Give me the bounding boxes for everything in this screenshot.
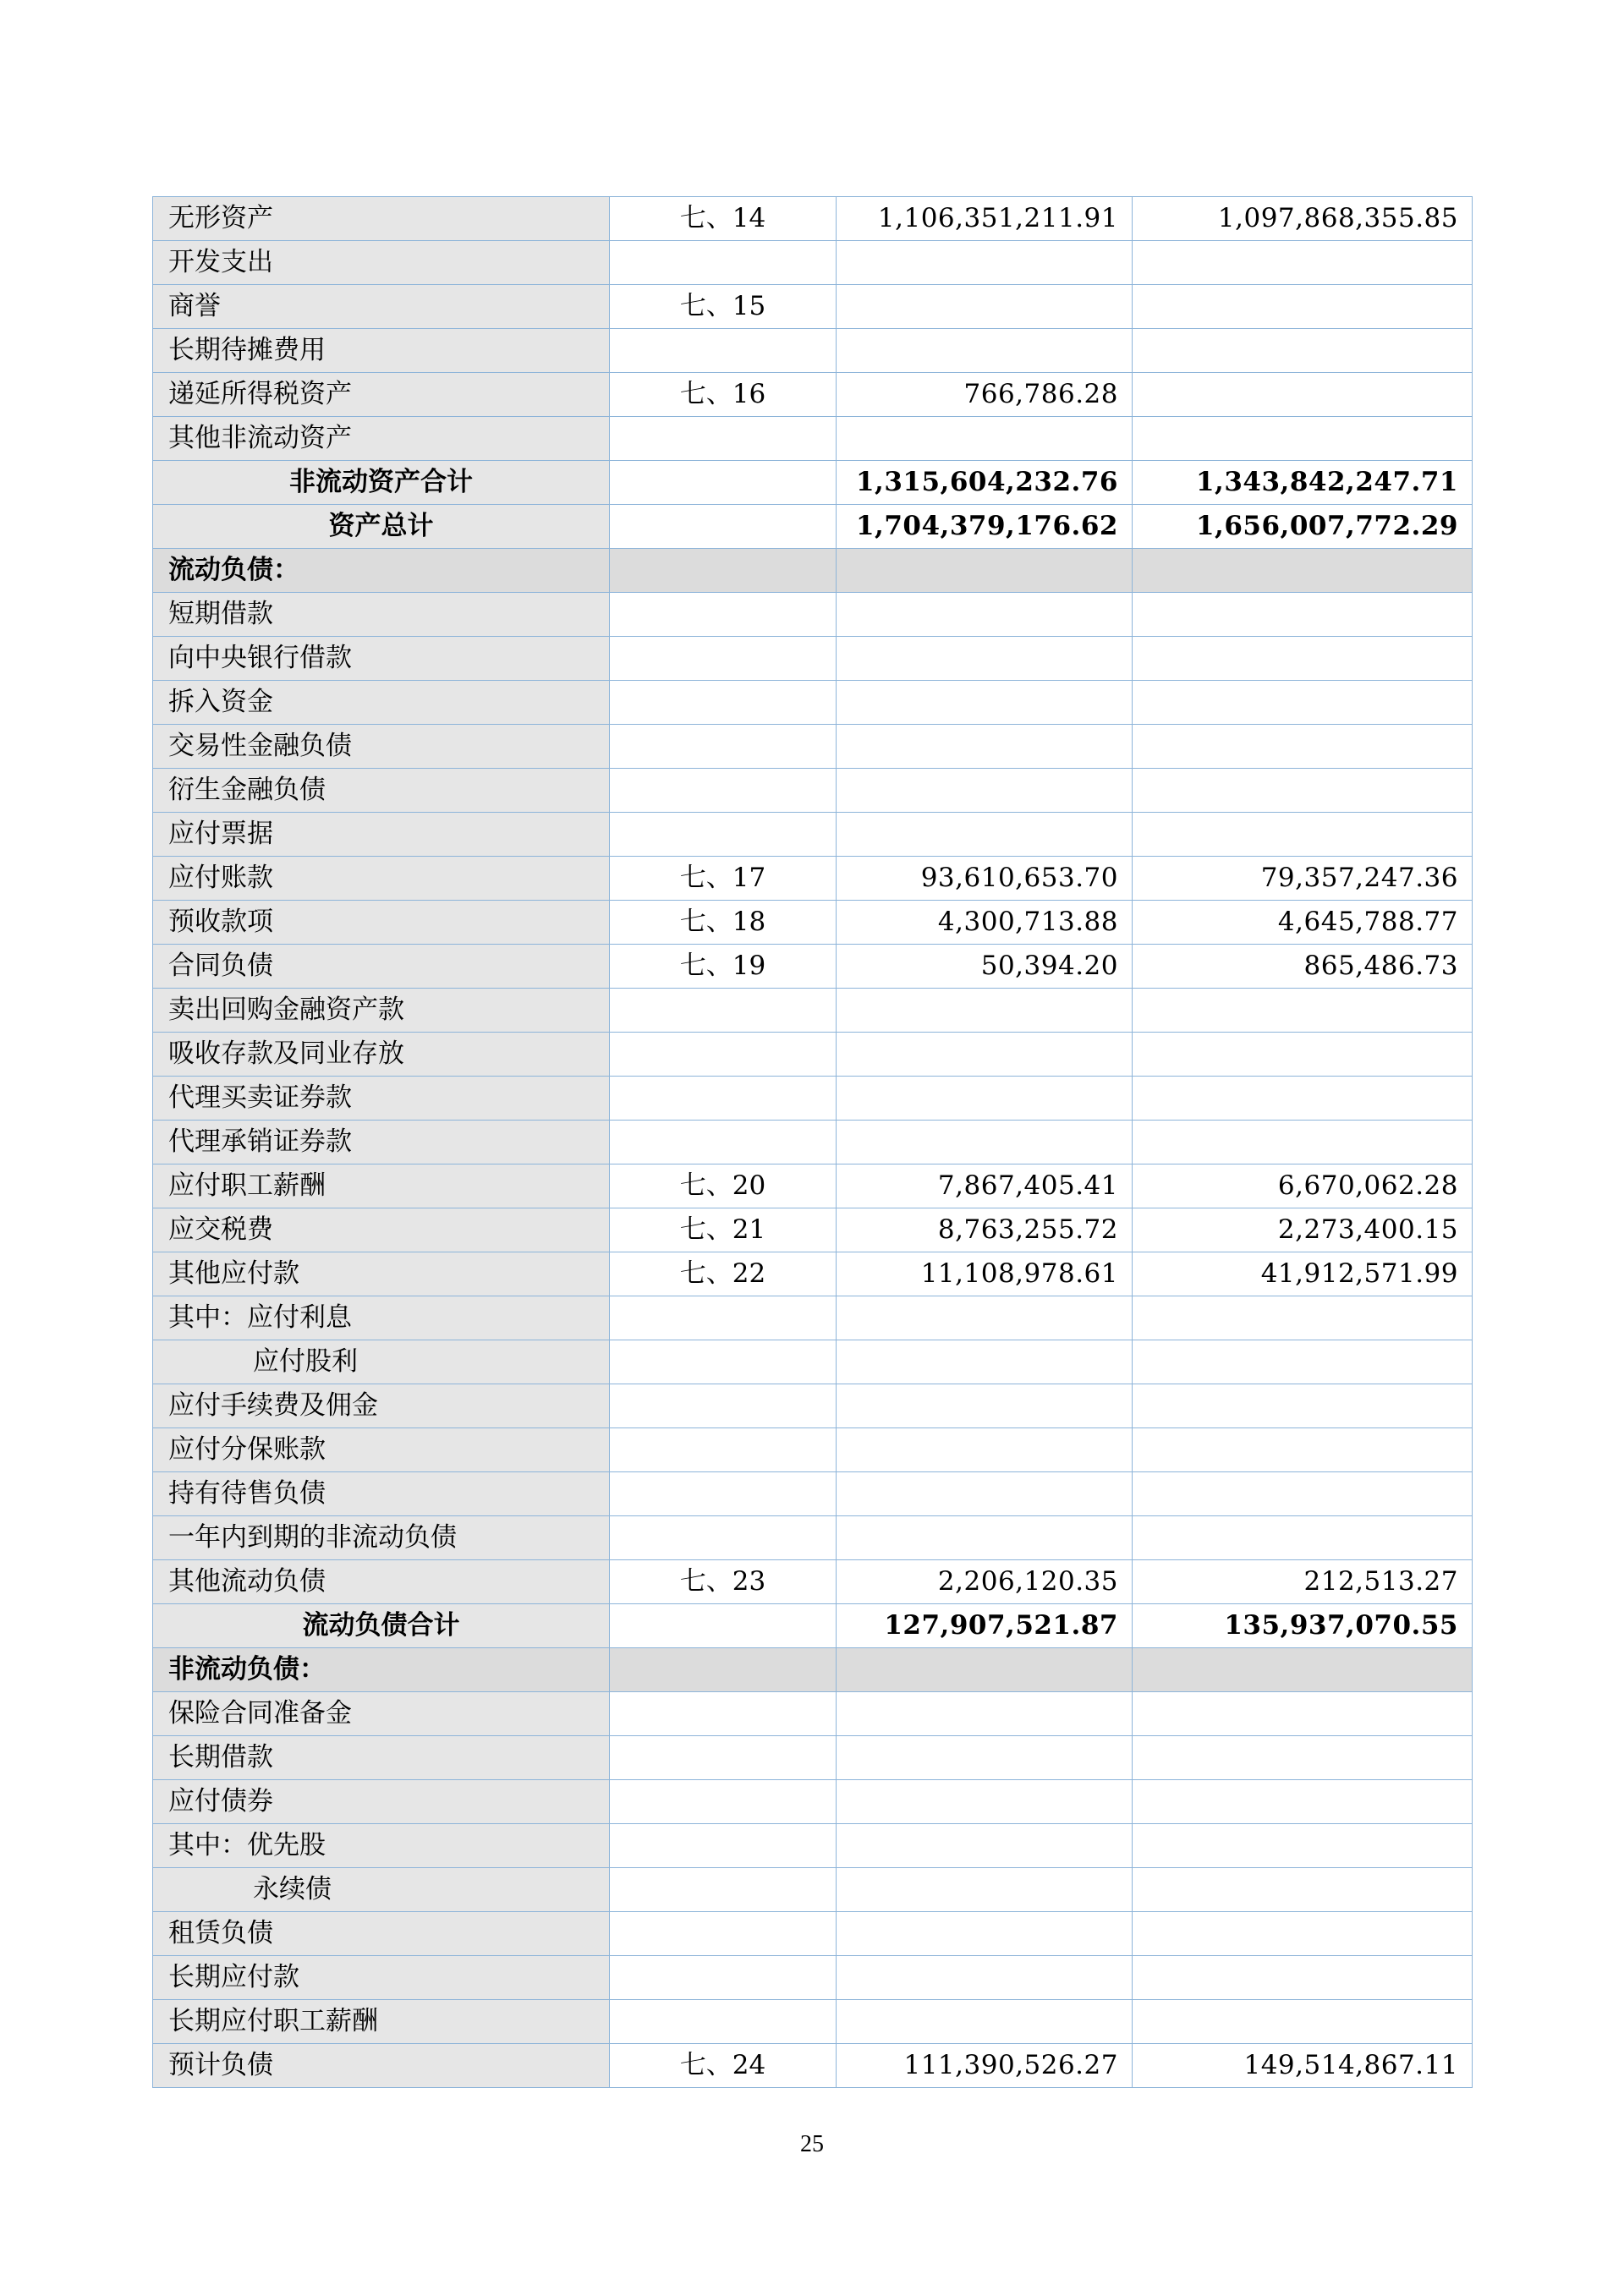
row-note bbox=[610, 417, 837, 461]
table-row bbox=[153, 1912, 1473, 1956]
row-current-period-value: 766,786.28 bbox=[837, 373, 1133, 417]
row-previous-period-value: 1,097,868,355.85 bbox=[1133, 197, 1473, 241]
table-row bbox=[153, 197, 1473, 241]
row-previous-period-value bbox=[1133, 725, 1473, 769]
row-note bbox=[610, 989, 837, 1033]
row-current-period-value: 4,300,713.88 bbox=[837, 901, 1133, 945]
row-previous-period-value bbox=[1133, 1296, 1473, 1340]
row-previous-period-value bbox=[1133, 813, 1473, 857]
row-previous-period-value bbox=[1133, 549, 1473, 593]
table-row bbox=[153, 1472, 1473, 1516]
row-note: 七、18 bbox=[610, 901, 837, 945]
row-note: 七、21 bbox=[610, 1208, 837, 1252]
row-item-label: 应付债券 bbox=[153, 1780, 610, 1824]
table-row bbox=[153, 285, 1473, 329]
table-row bbox=[153, 1340, 1473, 1384]
row-current-period-value bbox=[837, 989, 1133, 1033]
row-previous-period-value bbox=[1133, 681, 1473, 725]
row-previous-period-value bbox=[1133, 1428, 1473, 1472]
row-item-label: 应付票据 bbox=[153, 813, 610, 857]
row-item-label: 拆入资金 bbox=[153, 681, 610, 725]
table-row bbox=[153, 1516, 1473, 1560]
row-previous-period-value bbox=[1133, 1912, 1473, 1956]
table-row bbox=[153, 549, 1473, 593]
row-current-period-value bbox=[837, 1648, 1133, 1692]
row-current-period-value bbox=[837, 1033, 1133, 1077]
row-current-period-value: 111,390,526.27 bbox=[837, 2044, 1133, 2088]
row-item-label: 其中：应付利息 bbox=[153, 1296, 610, 1340]
row-previous-period-value bbox=[1133, 2000, 1473, 2044]
row-current-period-value: 11,108,978.61 bbox=[837, 1252, 1133, 1296]
row-previous-period-value bbox=[1133, 1648, 1473, 1692]
row-item-label: 流动负债： bbox=[153, 549, 610, 593]
row-note: 七、14 bbox=[610, 197, 837, 241]
row-previous-period-value: 135,937,070.55 bbox=[1133, 1604, 1473, 1648]
row-note bbox=[610, 1340, 837, 1384]
table-row bbox=[153, 241, 1473, 285]
row-note bbox=[610, 549, 837, 593]
row-current-period-value: 2,206,120.35 bbox=[837, 1560, 1133, 1604]
table-row bbox=[153, 1780, 1473, 1824]
row-item-label: 其他流动负债 bbox=[153, 1560, 610, 1604]
row-previous-period-value bbox=[1133, 1868, 1473, 1912]
table-row bbox=[153, 1077, 1473, 1121]
row-current-period-value bbox=[837, 1121, 1133, 1164]
row-item-label: 永续债 bbox=[153, 1868, 610, 1912]
table-row bbox=[153, 857, 1473, 901]
row-previous-period-value bbox=[1133, 241, 1473, 285]
table-row bbox=[153, 637, 1473, 681]
page-number: 25 bbox=[800, 2131, 824, 2157]
row-current-period-value: 7,867,405.41 bbox=[837, 1164, 1133, 1208]
row-current-period-value bbox=[837, 329, 1133, 373]
table-row bbox=[153, 1956, 1473, 2000]
table-row bbox=[153, 989, 1473, 1033]
row-previous-period-value bbox=[1133, 373, 1473, 417]
row-item-label: 一年内到期的非流动负债 bbox=[153, 1516, 610, 1560]
row-item-label: 非流动资产合计 bbox=[153, 461, 610, 505]
row-note bbox=[610, 769, 837, 813]
row-note bbox=[610, 593, 837, 637]
table-row bbox=[153, 901, 1473, 945]
row-item-label: 吸收存款及同业存放 bbox=[153, 1033, 610, 1077]
row-note bbox=[610, 2000, 837, 2044]
row-current-period-value bbox=[837, 769, 1133, 813]
row-current-period-value bbox=[837, 1868, 1133, 1912]
row-current-period-value bbox=[837, 1516, 1133, 1560]
row-previous-period-value bbox=[1133, 1824, 1473, 1868]
row-current-period-value bbox=[837, 1472, 1133, 1516]
row-current-period-value bbox=[837, 637, 1133, 681]
row-item-label: 代理承销证券款 bbox=[153, 1121, 610, 1164]
row-item-label: 保险合同准备金 bbox=[153, 1692, 610, 1736]
table-row bbox=[153, 2000, 1473, 2044]
row-previous-period-value bbox=[1133, 1384, 1473, 1428]
table-row bbox=[153, 769, 1473, 813]
table-row bbox=[153, 1868, 1473, 1912]
table-row bbox=[153, 1033, 1473, 1077]
row-current-period-value bbox=[837, 1077, 1133, 1121]
row-previous-period-value: 4,645,788.77 bbox=[1133, 901, 1473, 945]
row-item-label: 流动负债合计 bbox=[153, 1604, 610, 1648]
row-note: 七、23 bbox=[610, 1560, 837, 1604]
row-note bbox=[610, 1780, 837, 1824]
row-current-period-value bbox=[837, 813, 1133, 857]
row-note bbox=[610, 1736, 837, 1780]
row-note bbox=[610, 1868, 837, 1912]
row-item-label: 其他非流动资产 bbox=[153, 417, 610, 461]
row-current-period-value bbox=[837, 1824, 1133, 1868]
row-current-period-value bbox=[837, 1340, 1133, 1384]
row-note bbox=[610, 329, 837, 373]
row-note bbox=[610, 505, 837, 549]
row-previous-period-value bbox=[1133, 989, 1473, 1033]
row-previous-period-value bbox=[1133, 1956, 1473, 2000]
row-previous-period-value: 865,486.73 bbox=[1133, 945, 1473, 989]
row-previous-period-value bbox=[1133, 1340, 1473, 1384]
row-previous-period-value: 1,343,842,247.71 bbox=[1133, 461, 1473, 505]
row-item-label: 预收款项 bbox=[153, 901, 610, 945]
row-note bbox=[610, 1912, 837, 1956]
table-row bbox=[153, 1604, 1473, 1648]
row-previous-period-value: 2,273,400.15 bbox=[1133, 1208, 1473, 1252]
table-row bbox=[153, 593, 1473, 637]
row-note bbox=[610, 1472, 837, 1516]
row-item-label: 衍生金融负债 bbox=[153, 769, 610, 813]
row-item-label: 长期应付款 bbox=[153, 1956, 610, 2000]
row-current-period-value bbox=[837, 593, 1133, 637]
row-current-period-value bbox=[837, 549, 1133, 593]
row-item-label: 租赁负债 bbox=[153, 1912, 610, 1956]
row-current-period-value: 1,704,379,176.62 bbox=[837, 505, 1133, 549]
row-current-period-value bbox=[837, 285, 1133, 329]
table-row bbox=[153, 1296, 1473, 1340]
row-previous-period-value: 212,513.27 bbox=[1133, 1560, 1473, 1604]
row-previous-period-value bbox=[1133, 417, 1473, 461]
row-item-label: 无形资产 bbox=[153, 197, 610, 241]
table-row bbox=[153, 1121, 1473, 1164]
row-previous-period-value bbox=[1133, 1692, 1473, 1736]
row-note: 七、17 bbox=[610, 857, 837, 901]
row-current-period-value bbox=[837, 1736, 1133, 1780]
row-previous-period-value bbox=[1133, 593, 1473, 637]
row-note bbox=[610, 637, 837, 681]
row-note bbox=[610, 813, 837, 857]
row-item-label: 其他应付款 bbox=[153, 1252, 610, 1296]
row-previous-period-value bbox=[1133, 769, 1473, 813]
table-row bbox=[153, 1208, 1473, 1252]
row-current-period-value: 1,315,604,232.76 bbox=[837, 461, 1133, 505]
table-row bbox=[153, 1824, 1473, 1868]
table-row bbox=[153, 505, 1473, 549]
row-current-period-value bbox=[837, 1384, 1133, 1428]
row-item-label: 其中：优先股 bbox=[153, 1824, 610, 1868]
row-item-label: 应付分保账款 bbox=[153, 1428, 610, 1472]
row-note bbox=[610, 1428, 837, 1472]
table-row bbox=[153, 1736, 1473, 1780]
row-current-period-value bbox=[837, 241, 1133, 285]
row-item-label: 持有待售负债 bbox=[153, 1472, 610, 1516]
balance-sheet-table bbox=[152, 196, 1473, 2088]
row-current-period-value: 8,763,255.72 bbox=[837, 1208, 1133, 1252]
row-item-label: 应付股利 bbox=[153, 1340, 610, 1384]
row-item-label: 商誉 bbox=[153, 285, 610, 329]
row-note bbox=[610, 1077, 837, 1121]
row-current-period-value bbox=[837, 1296, 1133, 1340]
row-note bbox=[610, 1384, 837, 1428]
row-current-period-value bbox=[837, 1780, 1133, 1824]
row-item-label: 应付手续费及佣金 bbox=[153, 1384, 610, 1428]
row-note bbox=[610, 1296, 837, 1340]
row-note bbox=[610, 1648, 837, 1692]
row-item-label: 资产总计 bbox=[153, 505, 610, 549]
row-item-label: 长期应付职工薪酬 bbox=[153, 2000, 610, 2044]
table-row bbox=[153, 461, 1473, 505]
row-current-period-value bbox=[837, 1956, 1133, 2000]
table-row bbox=[153, 373, 1473, 417]
row-current-period-value bbox=[837, 417, 1133, 461]
row-note bbox=[610, 1824, 837, 1868]
row-item-label: 预计负债 bbox=[153, 2044, 610, 2088]
row-item-label: 长期借款 bbox=[153, 1736, 610, 1780]
row-item-label: 短期借款 bbox=[153, 593, 610, 637]
row-item-label: 长期待摊费用 bbox=[153, 329, 610, 373]
row-note bbox=[610, 1516, 837, 1560]
row-current-period-value bbox=[837, 1912, 1133, 1956]
balance-sheet-body bbox=[153, 197, 1473, 2088]
row-note bbox=[610, 1956, 837, 2000]
row-previous-period-value: 6,670,062.28 bbox=[1133, 1164, 1473, 1208]
row-current-period-value bbox=[837, 725, 1133, 769]
row-previous-period-value bbox=[1133, 285, 1473, 329]
row-item-label: 合同负债 bbox=[153, 945, 610, 989]
row-previous-period-value: 149,514,867.11 bbox=[1133, 2044, 1473, 2088]
table-row bbox=[153, 1384, 1473, 1428]
row-item-label: 向中央银行借款 bbox=[153, 637, 610, 681]
row-current-period-value: 127,907,521.87 bbox=[837, 1604, 1133, 1648]
row-item-label: 开发支出 bbox=[153, 241, 610, 285]
table-row bbox=[153, 681, 1473, 725]
row-previous-period-value bbox=[1133, 1121, 1473, 1164]
row-note bbox=[610, 1692, 837, 1736]
row-previous-period-value: 41,912,571.99 bbox=[1133, 1252, 1473, 1296]
table-row bbox=[153, 329, 1473, 373]
row-item-label: 卖出回购金融资产款 bbox=[153, 989, 610, 1033]
table-row bbox=[153, 1164, 1473, 1208]
table-row bbox=[153, 2044, 1473, 2088]
row-previous-period-value bbox=[1133, 1736, 1473, 1780]
table-row bbox=[153, 1648, 1473, 1692]
table-row bbox=[153, 1560, 1473, 1604]
row-item-label: 递延所得税资产 bbox=[153, 373, 610, 417]
row-note bbox=[610, 1121, 837, 1164]
row-note bbox=[610, 725, 837, 769]
table-row bbox=[153, 1252, 1473, 1296]
table-row bbox=[153, 813, 1473, 857]
row-previous-period-value bbox=[1133, 1780, 1473, 1824]
table-row bbox=[153, 417, 1473, 461]
table-row bbox=[153, 945, 1473, 989]
row-current-period-value bbox=[837, 2000, 1133, 2044]
row-note: 七、16 bbox=[610, 373, 837, 417]
table-row bbox=[153, 1692, 1473, 1736]
row-item-label: 应交税费 bbox=[153, 1208, 610, 1252]
row-current-period-value: 50,394.20 bbox=[837, 945, 1133, 989]
row-current-period-value: 1,106,351,211.91 bbox=[837, 197, 1133, 241]
row-note bbox=[610, 461, 837, 505]
row-note: 七、19 bbox=[610, 945, 837, 989]
row-previous-period-value bbox=[1133, 1077, 1473, 1121]
row-previous-period-value bbox=[1133, 1472, 1473, 1516]
row-previous-period-value bbox=[1133, 637, 1473, 681]
row-current-period-value bbox=[837, 1692, 1133, 1736]
row-previous-period-value bbox=[1133, 1033, 1473, 1077]
row-item-label: 代理买卖证券款 bbox=[153, 1077, 610, 1121]
row-current-period-value bbox=[837, 681, 1133, 725]
row-item-label: 非流动负债： bbox=[153, 1648, 610, 1692]
table-row bbox=[153, 1428, 1473, 1472]
row-note: 七、22 bbox=[610, 1252, 837, 1296]
row-note bbox=[610, 681, 837, 725]
row-previous-period-value: 79,357,247.36 bbox=[1133, 857, 1473, 901]
row-item-label: 应付职工薪酬 bbox=[153, 1164, 610, 1208]
row-note bbox=[610, 241, 837, 285]
row-current-period-value: 93,610,653.70 bbox=[837, 857, 1133, 901]
row-previous-period-value bbox=[1133, 329, 1473, 373]
row-note: 七、24 bbox=[610, 2044, 837, 2088]
row-item-label: 应付账款 bbox=[153, 857, 610, 901]
row-note bbox=[610, 1033, 837, 1077]
row-previous-period-value: 1,656,007,772.29 bbox=[1133, 505, 1473, 549]
row-item-label: 交易性金融负债 bbox=[153, 725, 610, 769]
row-previous-period-value bbox=[1133, 1516, 1473, 1560]
row-note: 七、15 bbox=[610, 285, 837, 329]
row-note bbox=[610, 1604, 837, 1648]
table-row bbox=[153, 725, 1473, 769]
row-current-period-value bbox=[837, 1428, 1133, 1472]
row-note: 七、20 bbox=[610, 1164, 837, 1208]
